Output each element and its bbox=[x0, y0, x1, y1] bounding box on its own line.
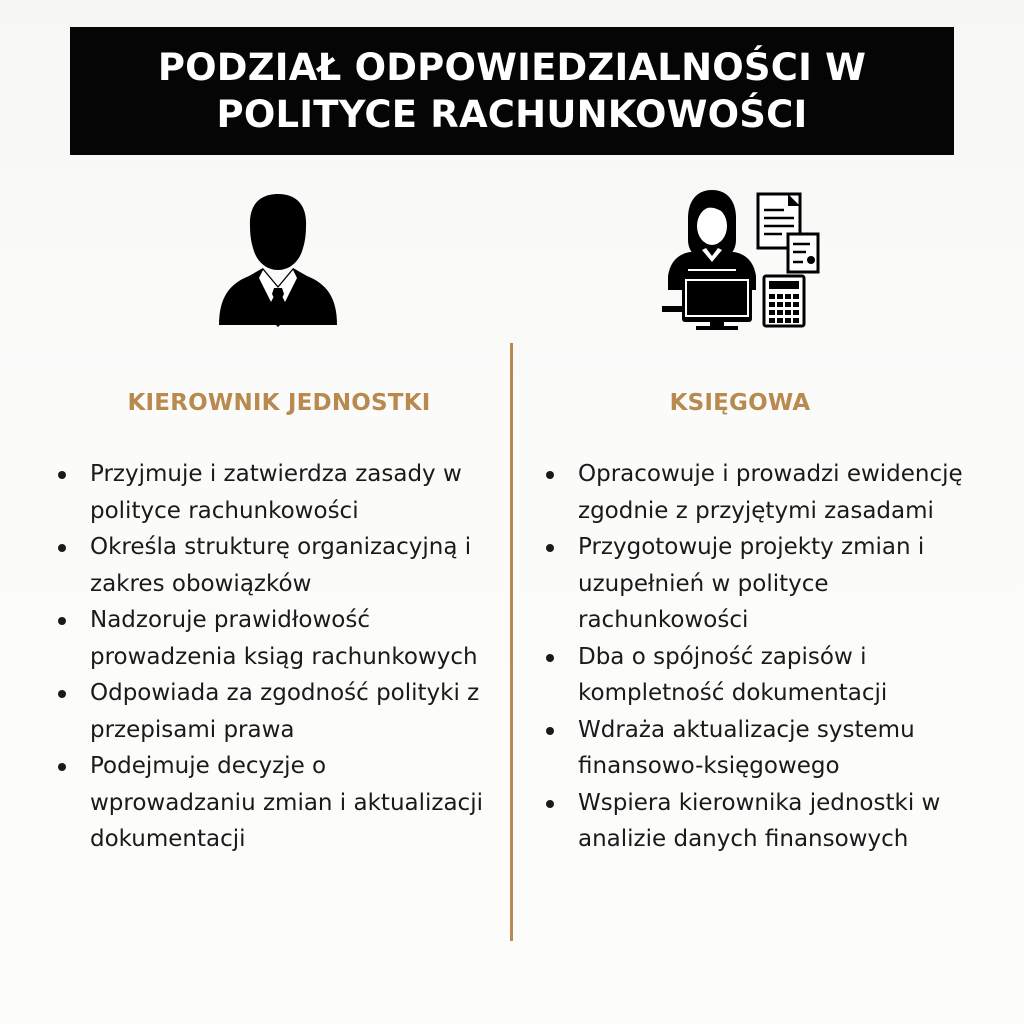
title-banner bbox=[70, 27, 954, 155]
list-item: Odpowiada za zgodność polityki z przepisami prawa bbox=[55, 675, 495, 748]
list-item: Podejmuje decyzje o wprowadzaniu zmian i aktualizacji dokumentacji bbox=[55, 748, 495, 858]
right-heading: KSIĘGOWA bbox=[669, 390, 811, 416]
list-item: Dba o spójność zapisów i kompletność dokumentacji bbox=[543, 639, 983, 712]
right-responsibilities-list bbox=[543, 456, 983, 858]
businessman-icon bbox=[213, 190, 343, 330]
column-divider bbox=[510, 343, 513, 941]
list-item: Opracowuje i prowadzi ewidencję zgodnie z przyjętymi zasadami bbox=[543, 456, 983, 529]
list-item: Przygotowuje projekty zmian i uzupełnień w polityce rachunkowości bbox=[543, 529, 983, 639]
page-title: PODZIAŁ ODPOWIEDZIALNOŚCI W POLITYCE RACHUNKOWOŚCI bbox=[157, 46, 867, 136]
list-item: Przyjmuje i zatwierdza zasady w polityce rachunkowości bbox=[55, 456, 495, 529]
list-item: Określa strukturę organizacyjną i zakres obowiązków bbox=[55, 529, 495, 602]
accountant-icon bbox=[660, 188, 825, 330]
list-item: Wdraża aktualizacje systemu finansowo-księgowego bbox=[543, 712, 983, 785]
list-item: Nadzoruje prawidłowość prowadzenia ksiąg rachunkowych bbox=[55, 602, 495, 675]
left-heading: KIEROWNIK JEDNOSTKI bbox=[127, 390, 431, 416]
list-item: Wspiera kierownika jednostki w analizie danych finansowych bbox=[543, 785, 983, 858]
left-responsibilities-list bbox=[55, 456, 495, 858]
